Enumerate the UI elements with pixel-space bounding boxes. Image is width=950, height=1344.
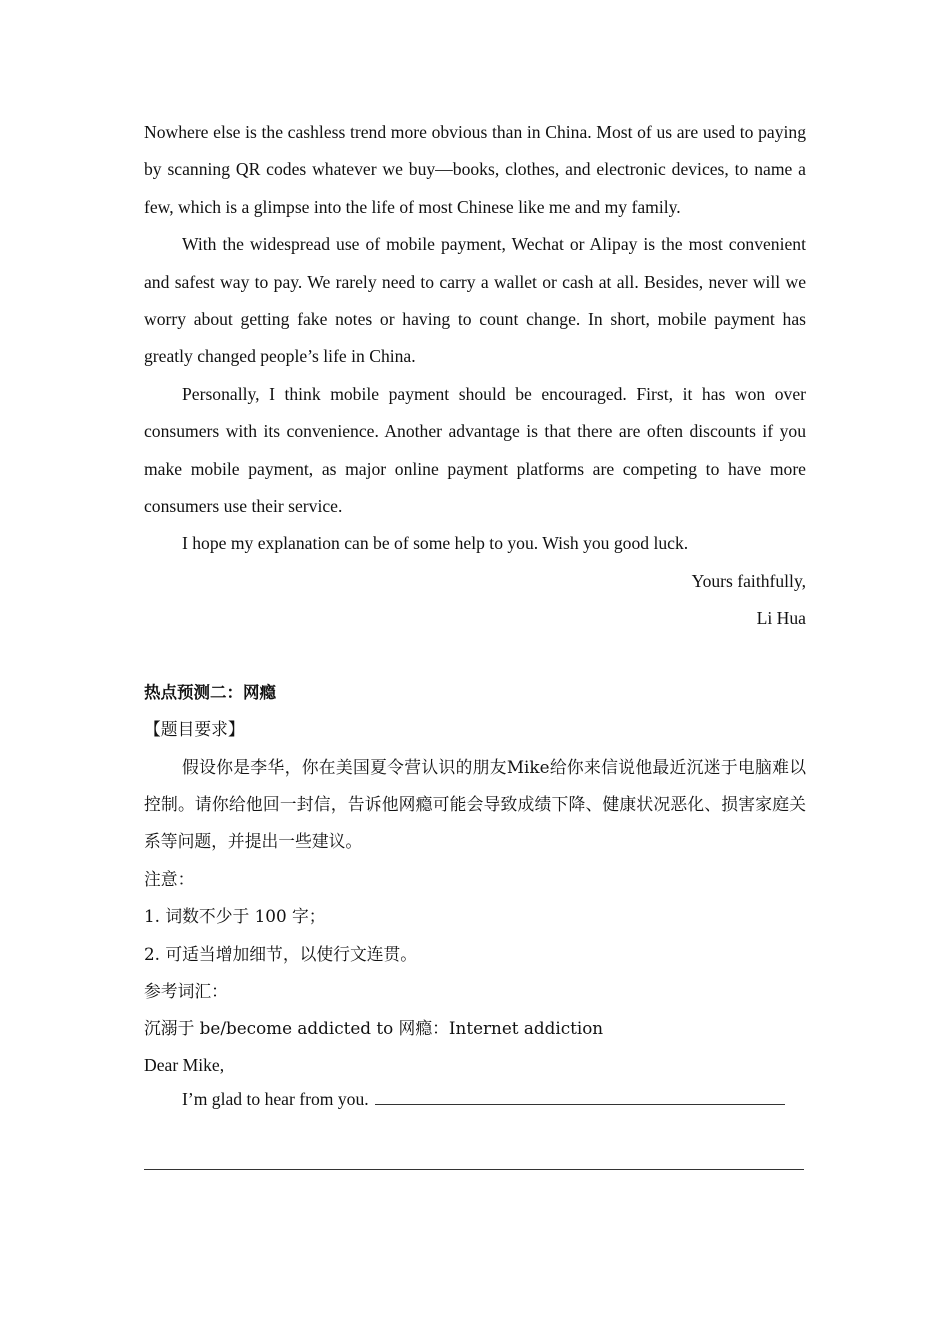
section-heading: 热点预测二：网瘾	[144, 682, 276, 702]
vocab-label: 参考词汇：	[144, 980, 228, 1001]
letter-paragraph-3: Personally, I think mobile payment should be encouraged. First, it has won over consumers with its convenience. Another advantage is that there are often discounts if you make mobile payment, as major online payment platforms are competing to have more consumers use their service.	[144, 383, 806, 517]
letter-paragraph-2: With the widespread use of mobile payment, Wechat or Alipay is the most convenient and safest way to pay. We rarely need to carry a wallet or cash at all. Besides, never will we worry about getting fake notes or having to count change. In short, mobile payment has greatly changed people’s life in China.	[144, 234, 806, 367]
vocab-line: 沉溺于 be/become addicted to 网瘾：Internet addiction	[144, 1018, 604, 1039]
salutation: Dear Mike,	[144, 1054, 225, 1075]
document-page	[144, 114, 806, 1170]
letter-closing: Yours faithfully,	[691, 570, 806, 591]
letter-signature: Li Hua	[756, 608, 806, 629]
requirement-label: 【题目要求】	[144, 719, 245, 740]
notes-label: 注意：	[144, 868, 195, 889]
opening-line	[144, 1082, 806, 1116]
note-details: 2. 可适当增加细节，以使行文连贯。	[144, 943, 418, 964]
answer-blank-inline[interactable]	[375, 1086, 785, 1105]
answer-blank-line[interactable]	[144, 1168, 804, 1170]
letter-paragraph-1: Nowhere else is the cashless trend more obvious than in China. Most of us are used to paying by scanning QR codes whatever we buy—books, clothes, and electronic devices, to name a few, which is a glimpse into the life of most Chinese like me and my family.	[144, 122, 806, 217]
note-word-count: 1. 词数不少于 100 字；	[144, 906, 326, 927]
section-gap	[144, 638, 806, 674]
opening-text: I’m glad to hear from you.	[182, 1088, 369, 1109]
task-prompt: 假设你是李华，你在美国夏令营认识的朋友Mike给你来信说他最近沉迷于电脑难以控制。请你给他回一封信，告诉他网瘾可能会导致成绩下降、健康状况恶化、损害家庭关系等问题，并提出一些建议。	[144, 756, 806, 852]
letter-paragraph-4: I hope my explanation can be of some help to you. Wish you good luck.	[182, 533, 689, 554]
